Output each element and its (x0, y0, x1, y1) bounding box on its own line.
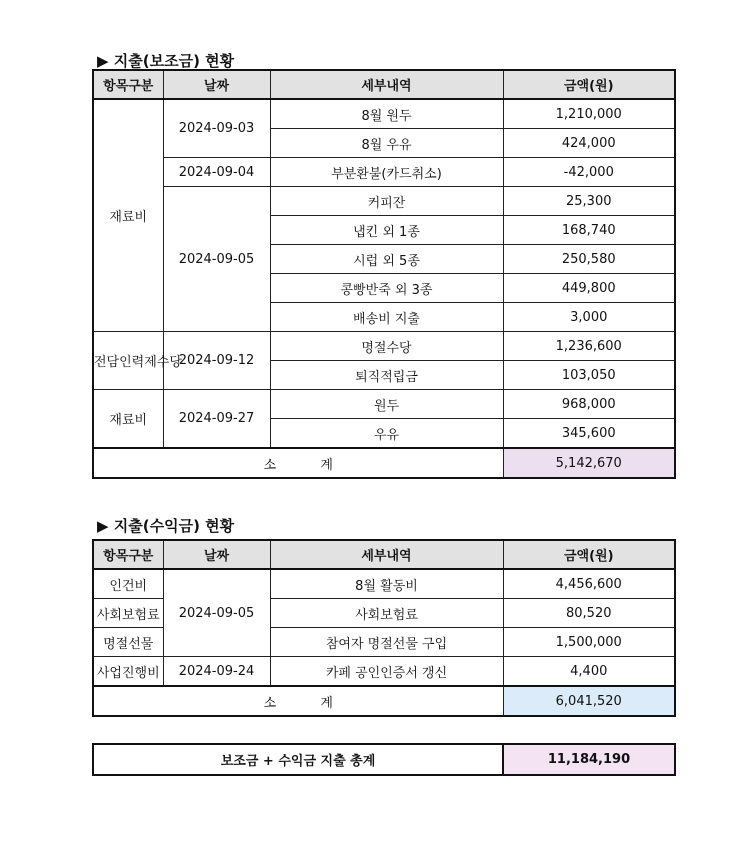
header-amount: 금액(원) (503, 540, 675, 569)
table-header-row (93, 70, 675, 99)
detail-cell: 원두 (270, 390, 503, 419)
header-date: 날짜 (163, 70, 270, 99)
detail-cell: 우유 (270, 419, 503, 449)
header-date: 날짜 (163, 540, 270, 569)
detail-cell: 사회보험료 (270, 599, 503, 628)
date-cell: 2024-09-12 (163, 332, 270, 390)
category-cell: 사회보험료 (93, 599, 163, 628)
detail-cell: 8월 우유 (270, 129, 503, 158)
amount-cell: 25,300 (503, 187, 675, 216)
header-detail: 세부내역 (270, 540, 503, 569)
grand-total-row (93, 744, 675, 775)
date-cell: 2024-09-24 (163, 657, 270, 687)
subtotal-label: 소 계 (93, 448, 503, 478)
table-row (93, 158, 675, 187)
category-cell: 사업진행비 (93, 657, 163, 687)
detail-cell: 퇴직적립금 (270, 361, 503, 390)
header-category: 항목구분 (93, 540, 163, 569)
table-row (93, 187, 675, 216)
detail-cell: 콩빵반죽 외 3종 (270, 274, 503, 303)
category-cell: 재료비 (93, 99, 163, 332)
header-amount: 금액(원) (503, 70, 675, 99)
subtotal-row (93, 686, 675, 716)
date-cell: 2024-09-03 (163, 99, 270, 158)
detail-cell: 냅킨 외 1종 (270, 216, 503, 245)
detail-cell: 명절수당 (270, 332, 503, 361)
section2-title: ▶ 지출(수익금) 현황 (97, 517, 235, 535)
detail-cell: 참여자 명절선물 구입 (270, 628, 503, 657)
amount-cell: 250,580 (503, 245, 675, 274)
amount-cell: 80,520 (503, 599, 675, 628)
detail-cell: 8월 원두 (270, 99, 503, 129)
header-category: 항목구분 (93, 70, 163, 99)
subtotal-amount: 6,041,520 (503, 686, 675, 716)
subtotal-row (93, 448, 675, 478)
amount-cell: 1,210,000 (503, 99, 675, 129)
header-detail: 세부내역 (270, 70, 503, 99)
subsidy-expense-table (92, 69, 676, 479)
table-row (93, 332, 675, 361)
category-cell: 재료비 (93, 390, 163, 449)
amount-cell: 3,000 (503, 303, 675, 332)
amount-cell: 1,500,000 (503, 628, 675, 657)
subtotal-amount: 5,142,670 (503, 448, 675, 478)
detail-cell: 카페 공인인증서 갱신 (270, 657, 503, 687)
grand-total-amount: 11,184,190 (503, 744, 675, 775)
detail-cell: 시럽 외 5종 (270, 245, 503, 274)
detail-cell: 배송비 지출 (270, 303, 503, 332)
date-cell: 2024-09-27 (163, 390, 270, 449)
amount-cell: 424,000 (503, 129, 675, 158)
category-cell: 명절선물 (93, 628, 163, 657)
date-cell: 2024-09-05 (163, 569, 270, 657)
amount-cell: 968,000 (503, 390, 675, 419)
detail-cell: 커피잔 (270, 187, 503, 216)
grand-total-label: 보조금 + 수익금 지출 총계 (93, 744, 503, 775)
category-cell: 인건비 (93, 569, 163, 599)
detail-cell: 8월 활동비 (270, 569, 503, 599)
amount-cell: 1,236,600 (503, 332, 675, 361)
date-cell: 2024-09-05 (163, 187, 270, 332)
section1-title: ▶ 지출(보조금) 현황 (97, 52, 235, 70)
amount-cell: 103,050 (503, 361, 675, 390)
date-cell: 2024-09-04 (163, 158, 270, 187)
table-row (93, 99, 675, 129)
amount-cell: 4,456,600 (503, 569, 675, 599)
table-row (93, 390, 675, 419)
amount-cell: -42,000 (503, 158, 675, 187)
table-header-row (93, 540, 675, 569)
table-row (93, 569, 675, 599)
grand-total-table (92, 743, 676, 776)
revenue-expense-table (92, 539, 676, 717)
table-row (93, 657, 675, 687)
amount-cell: 449,800 (503, 274, 675, 303)
subtotal-label: 소 계 (93, 686, 503, 716)
amount-cell: 345,600 (503, 419, 675, 449)
category-cell: 전담인력제수당 (93, 332, 163, 390)
amount-cell: 168,740 (503, 216, 675, 245)
detail-cell: 부분환불(카드취소) (270, 158, 503, 187)
amount-cell: 4,400 (503, 657, 675, 687)
